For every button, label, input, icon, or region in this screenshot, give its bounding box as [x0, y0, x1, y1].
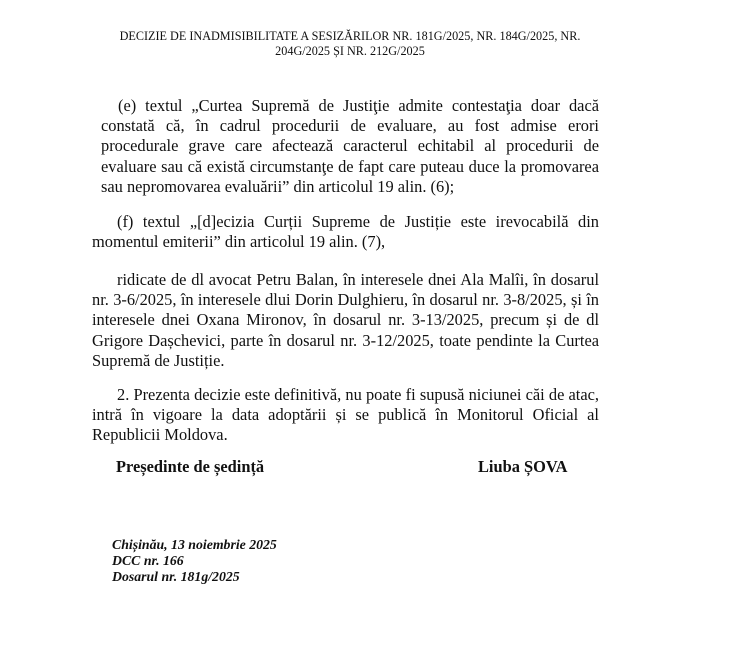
footer-dcc-number: DCC nr. 166 — [112, 553, 184, 568]
signature-name: Liuba ȘOVA — [478, 457, 568, 476]
paragraph-raised-by — [92, 270, 599, 371]
document-header — [100, 29, 600, 59]
raised-by-text-3: nr. 3-13/2025, precum și de dl Grigore Dașchevici, parte în dosarul — [92, 310, 599, 350]
raised-by-text-2: nr. 3-6/2025, în interesele dlui Dorin Dulghieru, în dosarul nr. 3-8/2025, și în interesele dnei Oxana Mironov, în dosarul — [92, 290, 599, 330]
paragraph-point-2: 2. Prezenta decizie este definitivă, nu poate fi supusă niciunei căi de atac, intră în vigoare la data adoptării și se publică în Monitorul Oficial al Republicii Moldova. — [92, 385, 599, 445]
paragraph-e-text-1: (e) textul „Curtea Supremă de Justiţie admite contestaţia doar dacă constată că, în cadrul procedurii de evaluare, au fost admise erori procedurale grave care afectează caracterul echitabil al procedurii de evaluare sau că există circumstanţe de fapt care puteau — [101, 96, 599, 176]
raised-by-text-4: nr. 3-12/2025, toate pendinte la Curtea Supremă de Justiție. — [92, 330, 599, 370]
paragraph-e-text-2: duce la promovarea sau nepromovarea evaluării” din articolul 19 alin. (6); — [101, 156, 599, 196]
raised-by-text-1: ridicate de dl avocat Petru Balan, în interesele dnei Ala Malîi, în dosarul — [117, 270, 599, 289]
footer-file-number: Dosarul nr. 181g/2025 — [112, 569, 240, 584]
document-footer — [112, 537, 277, 585]
header-line-2: 204G/2025 ȘI NR. 212G/2025 — [275, 44, 425, 58]
header-line-1: DECIZIE DE INADMISIBILITATE A SESIZĂRILOR NR. 181G/2025, NR. 184G/2025, NR. — [119, 29, 581, 43]
paragraph-f: (f) textul „[d]ecizia Curții Supreme de Justiție este irevocabilă din momentul emiterii” din articolul 19 alin. (7), — [92, 212, 599, 252]
footer-place-date: Chișinău, 13 noiembrie 2025 — [112, 537, 277, 552]
signature-title: Președinte de ședință — [116, 457, 265, 476]
paragraph-e — [101, 96, 599, 197]
